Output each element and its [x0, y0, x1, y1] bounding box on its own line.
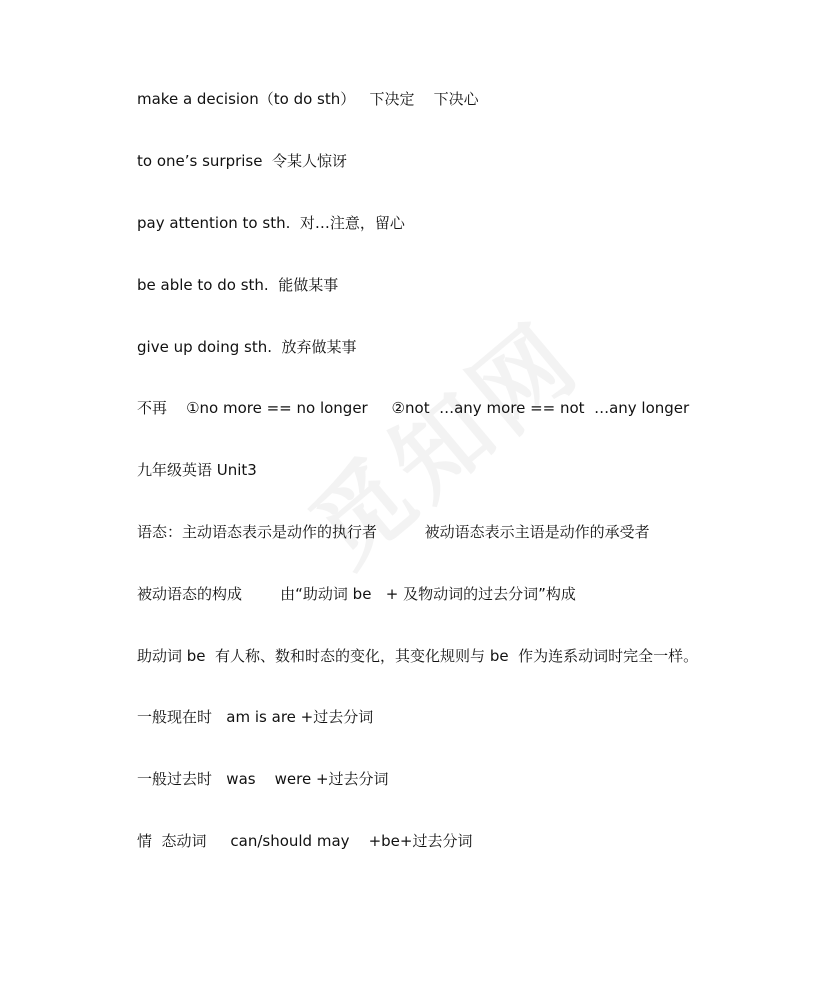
text-line-make-decision: make a decision（to do sth） 下决定 下决心 [137, 90, 479, 108]
text-line-unit-heading: 九年级英语 Unit3 [137, 461, 257, 479]
watermark [277, 286, 604, 591]
text-line-modal-verbs: 情 态动词 can/should may +be+过去分词 [137, 832, 473, 850]
text-line-passive-structure: 被动语态的构成 由“助动词 be + 及物动词的过去分词”构成 [137, 585, 576, 603]
text-line-voice-definition: 语态：主动语态表示是动作的执行者 被动语态表示主语是动作的承受者 [137, 523, 650, 541]
text-line-present-tense: 一般现在时 am is are +过去分词 [137, 708, 374, 726]
text-line-pay-attention: pay attention to sth. 对…注意，留心 [137, 214, 405, 232]
text-line-give-up: give up doing sth. 放弃做某事 [137, 338, 357, 356]
text-line-be-able: be able to do sth. 能做某事 [137, 276, 339, 294]
text-line-no-longer: 不再 ①no more == no longer ②not …any more == not …any longer [137, 399, 690, 417]
text-line-past-tense: 一般过去时 was were +过去分词 [137, 770, 389, 788]
text-line-surprise: to one’s surprise 令某人惊讶 [137, 152, 348, 170]
text-line-auxiliary-be: 助动词 be 有人称、数和时态的变化，其变化规则与 be 作为连系动词时完全一样。 [137, 647, 699, 665]
